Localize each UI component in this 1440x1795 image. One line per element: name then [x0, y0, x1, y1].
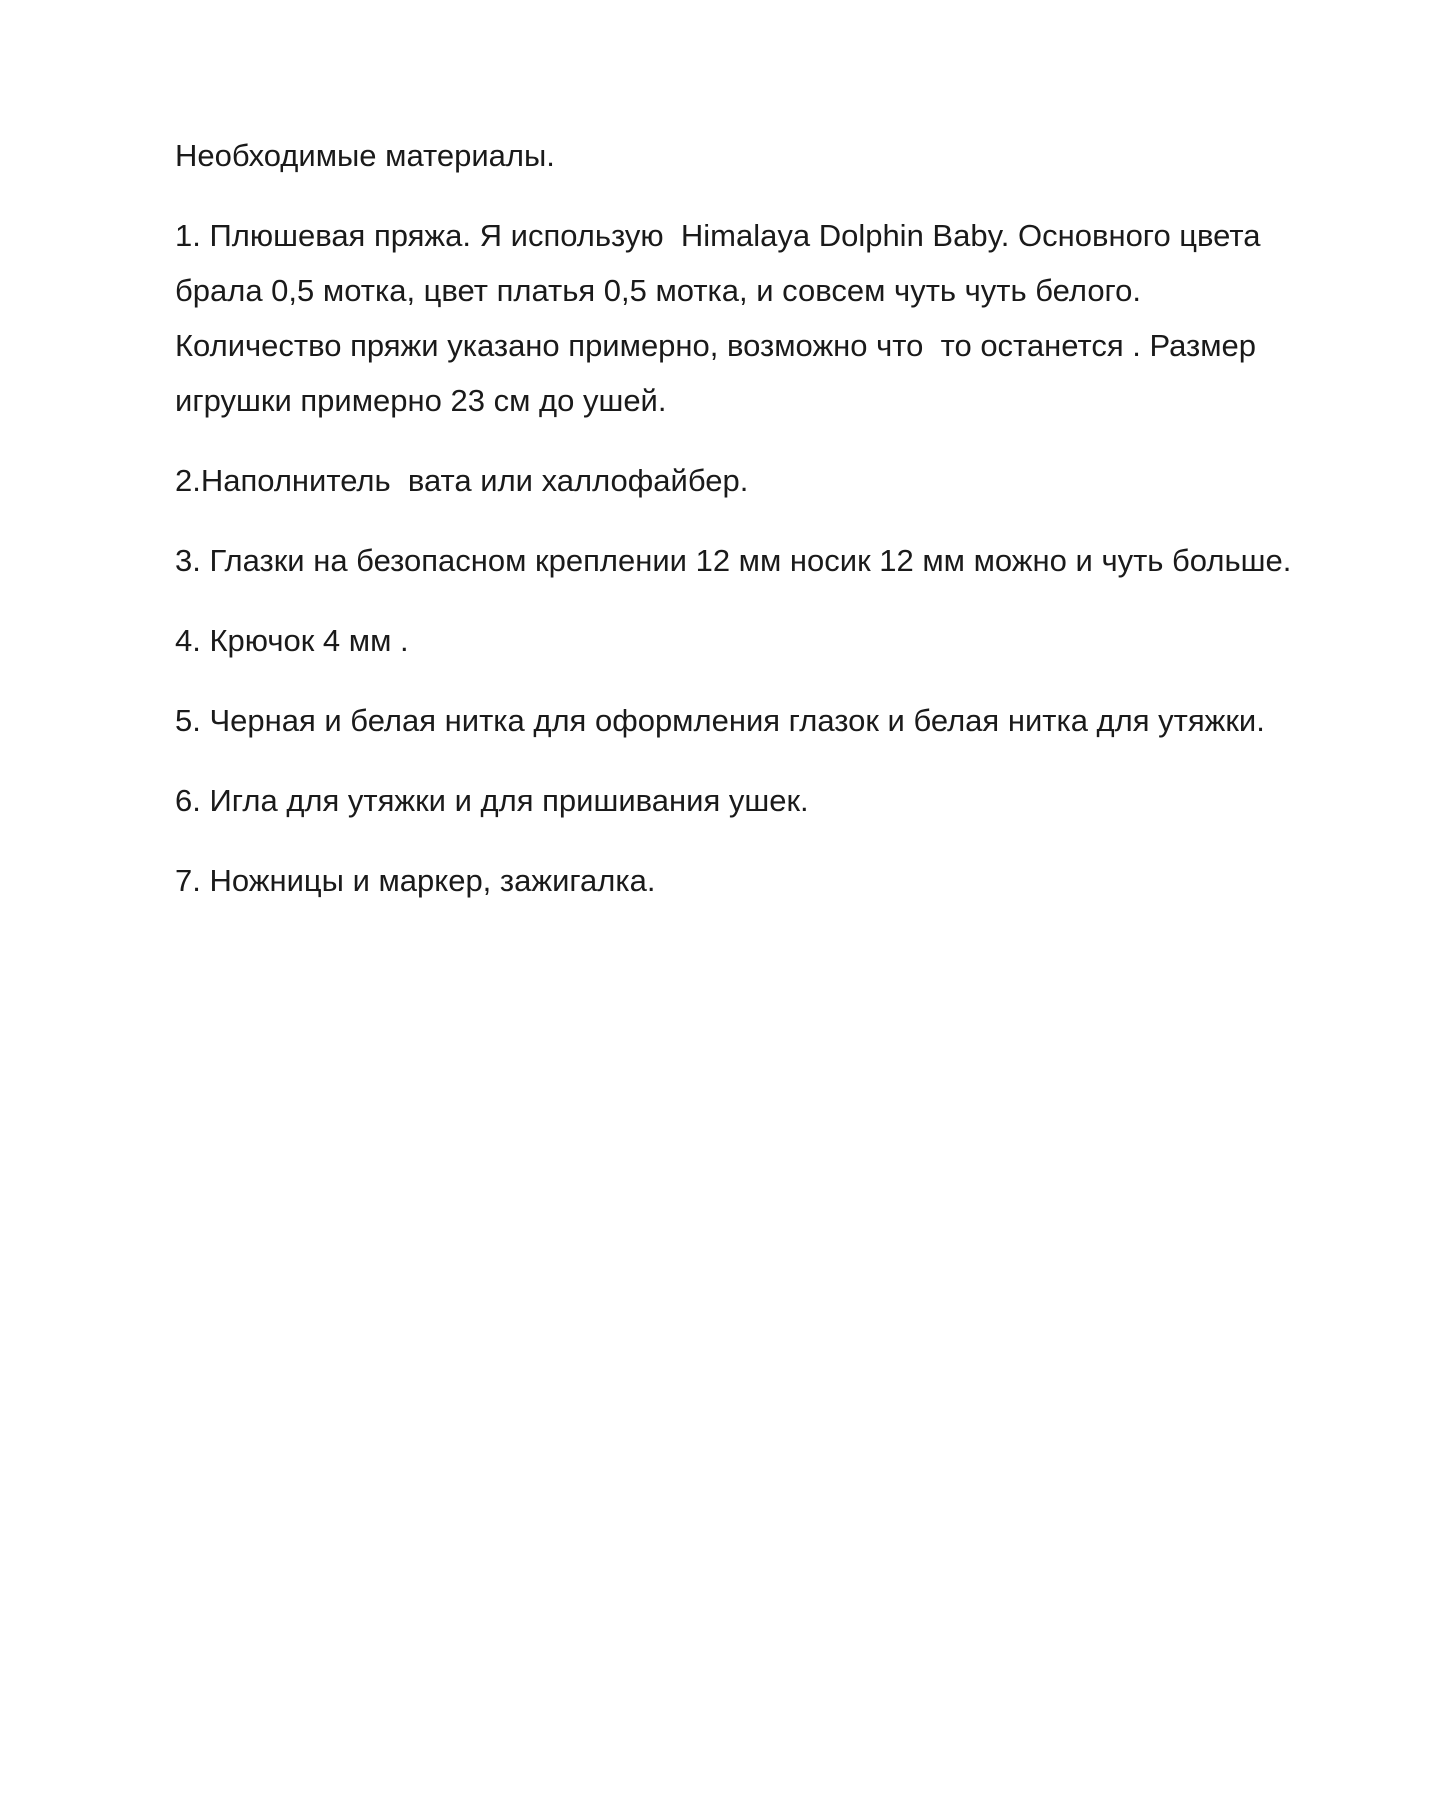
page-heading: Необходимые материалы.	[175, 138, 555, 173]
materials-list	[175, 128, 1295, 933]
list-item-hook: 4. Крючок 4 мм .	[175, 623, 409, 658]
list-item-thread: 5. Черная и белая нитка для оформления глазок и белая нитка для утяжки.	[175, 703, 1265, 738]
list-item-yarn: 1. Плюшевая пряжа. Я использую Himalaya Dolphin Baby. Основного цвета брала 0,5 мотка, цвет платья 0,5 мотка, и совсем чуть чуть белого. Количество пряжи указано примерно, возможно что то останется . Размер игрушки примерно 23 см до ушей.	[175, 218, 1270, 418]
list-item-needle: 6. Игла для утяжки и для пришивания ушек.	[175, 783, 809, 818]
list-item-filling: 2.Наполнитель вата или халлофайбер.	[175, 463, 749, 498]
list-item-eyes: 3. Глазки на безопасном креплении 12 мм носик 12 мм можно и чуть больше.	[175, 543, 1292, 578]
list-item-tools: 7. Ножницы и маркер, зажигалка.	[175, 863, 656, 898]
